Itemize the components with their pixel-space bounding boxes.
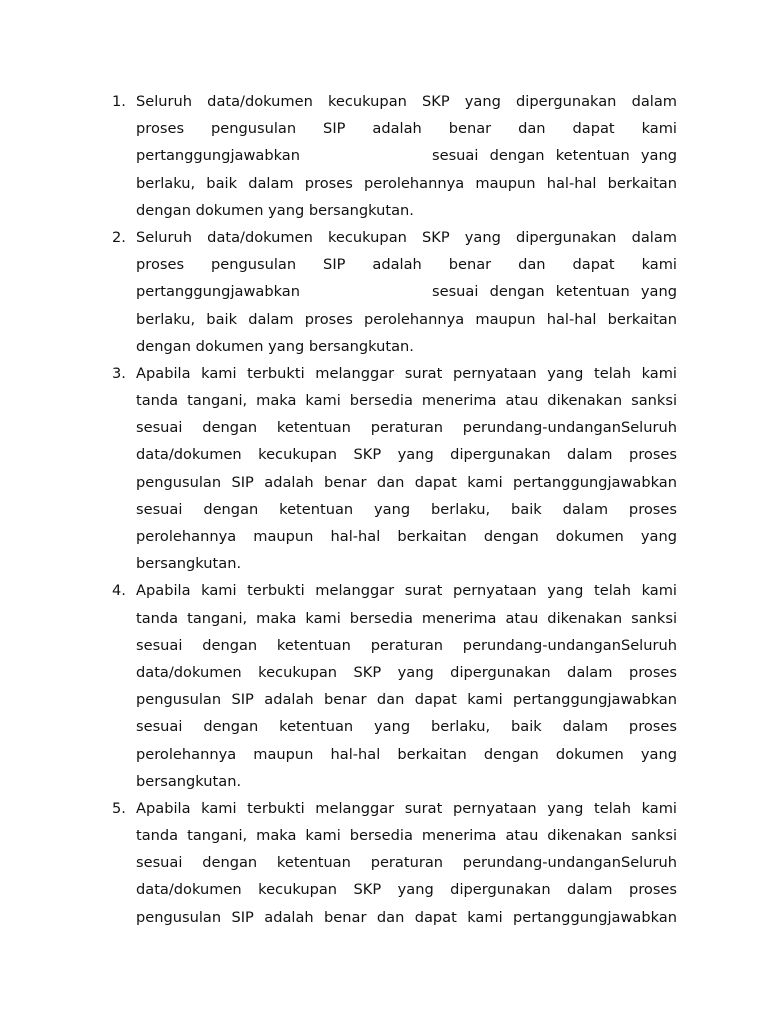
text-line: Seluruh data/dokumen kecukupan SKP yang dipergunakan dalam <box>136 228 677 246</box>
text-line: sesuai dengan ketentuan peraturan perundang-undanganSeluruh <box>136 419 677 437</box>
text-line-split <box>136 142 677 169</box>
text-line: pengusulan SIP adalah benar dan dapat kami pertanggungjawabkan <box>136 908 677 926</box>
text-line: dengan dokumen yang bersangkutan. <box>136 337 414 355</box>
item-number: 5. <box>112 799 126 817</box>
text-line: data/dokumen kecukupan SKP yang dipergunakan dalam proses <box>136 881 677 899</box>
item-number: 3. <box>112 364 126 382</box>
text-line: tanda tangani, maka kami bersedia menerima atau dikenakan sanksi <box>136 609 677 627</box>
text-line: proses pengusulan SIP adalah benar dan dapat kami <box>136 120 677 138</box>
text-line: pengusulan SIP adalah benar dan dapat kami pertanggungjawabkan <box>136 691 677 709</box>
list-item-5 <box>110 795 677 931</box>
text-segment: sesuai dengan ketentuan yang <box>431 283 677 301</box>
text-line: bersangkutan. <box>136 555 242 573</box>
list-item-1 <box>110 88 677 224</box>
text-line: sesuai dengan ketentuan yang berlaku, baik dalam proses <box>136 500 677 518</box>
text-line: Apabila kami terbukti melanggar surat pernyataan yang telah kami <box>136 582 677 600</box>
text-segment: pertanggungjawabkan <box>136 147 300 165</box>
text-line: data/dokumen kecukupan SKP yang dipergunakan dalam proses <box>136 663 677 681</box>
text-segment: pertanggungjawabkan <box>136 283 300 301</box>
item-number: 2. <box>112 228 126 246</box>
text-line: sesuai dengan ketentuan peraturan perundang-undanganSeluruh <box>136 636 677 654</box>
text-line: berlaku, baik dalam proses perolehannya maupun hal-hal berkaitan <box>136 310 677 328</box>
text-line: data/dokumen kecukupan SKP yang dipergunakan dalam proses <box>136 446 677 464</box>
item-number: 1. <box>112 93 126 110</box>
item-number: 4. <box>112 582 126 600</box>
text-line: proses pengusulan SIP adalah benar dan dapat kami <box>136 256 677 274</box>
list-item-2 <box>110 224 677 360</box>
text-line: perolehannya maupun hal-hal berkaitan dengan dokumen yang <box>136 528 677 545</box>
list-item-4 <box>110 577 677 795</box>
text-line: Apabila kami terbukti melanggar surat pernyataan yang telah kami <box>136 799 677 817</box>
text-line: perolehannya maupun hal-hal berkaitan dengan dokumen yang <box>136 745 677 763</box>
text-line: dengan dokumen yang bersangkutan. <box>136 201 414 219</box>
text-line-split <box>136 278 677 305</box>
text-line: tanda tangani, maka kami bersedia menerima atau dikenakan sanksi <box>136 392 677 410</box>
text-line: sesuai dengan ketentuan yang berlaku, baik dalam proses <box>136 718 677 736</box>
text-line: Seluruh data/dokumen kecukupan SKP yang dipergunakan dalam <box>136 93 677 110</box>
text-line: sesuai dengan ketentuan peraturan perundang-undanganSeluruh <box>136 854 677 872</box>
text-line: bersangkutan. <box>136 772 242 790</box>
text-line: tanda tangani, maka kami bersedia menerima atau dikenakan sanksi <box>136 827 677 845</box>
text-line: Apabila kami terbukti melanggar surat pernyataan yang telah kami <box>136 364 677 382</box>
statement-list <box>110 88 677 931</box>
text-segment: sesuai dengan ketentuan yang <box>431 147 677 165</box>
list-item-3 <box>110 360 677 578</box>
text-line: berlaku, baik dalam proses perolehannya maupun hal-hal berkaitan <box>136 174 677 192</box>
text-line: pengusulan SIP adalah benar dan dapat kami pertanggungjawabkan <box>136 473 677 491</box>
